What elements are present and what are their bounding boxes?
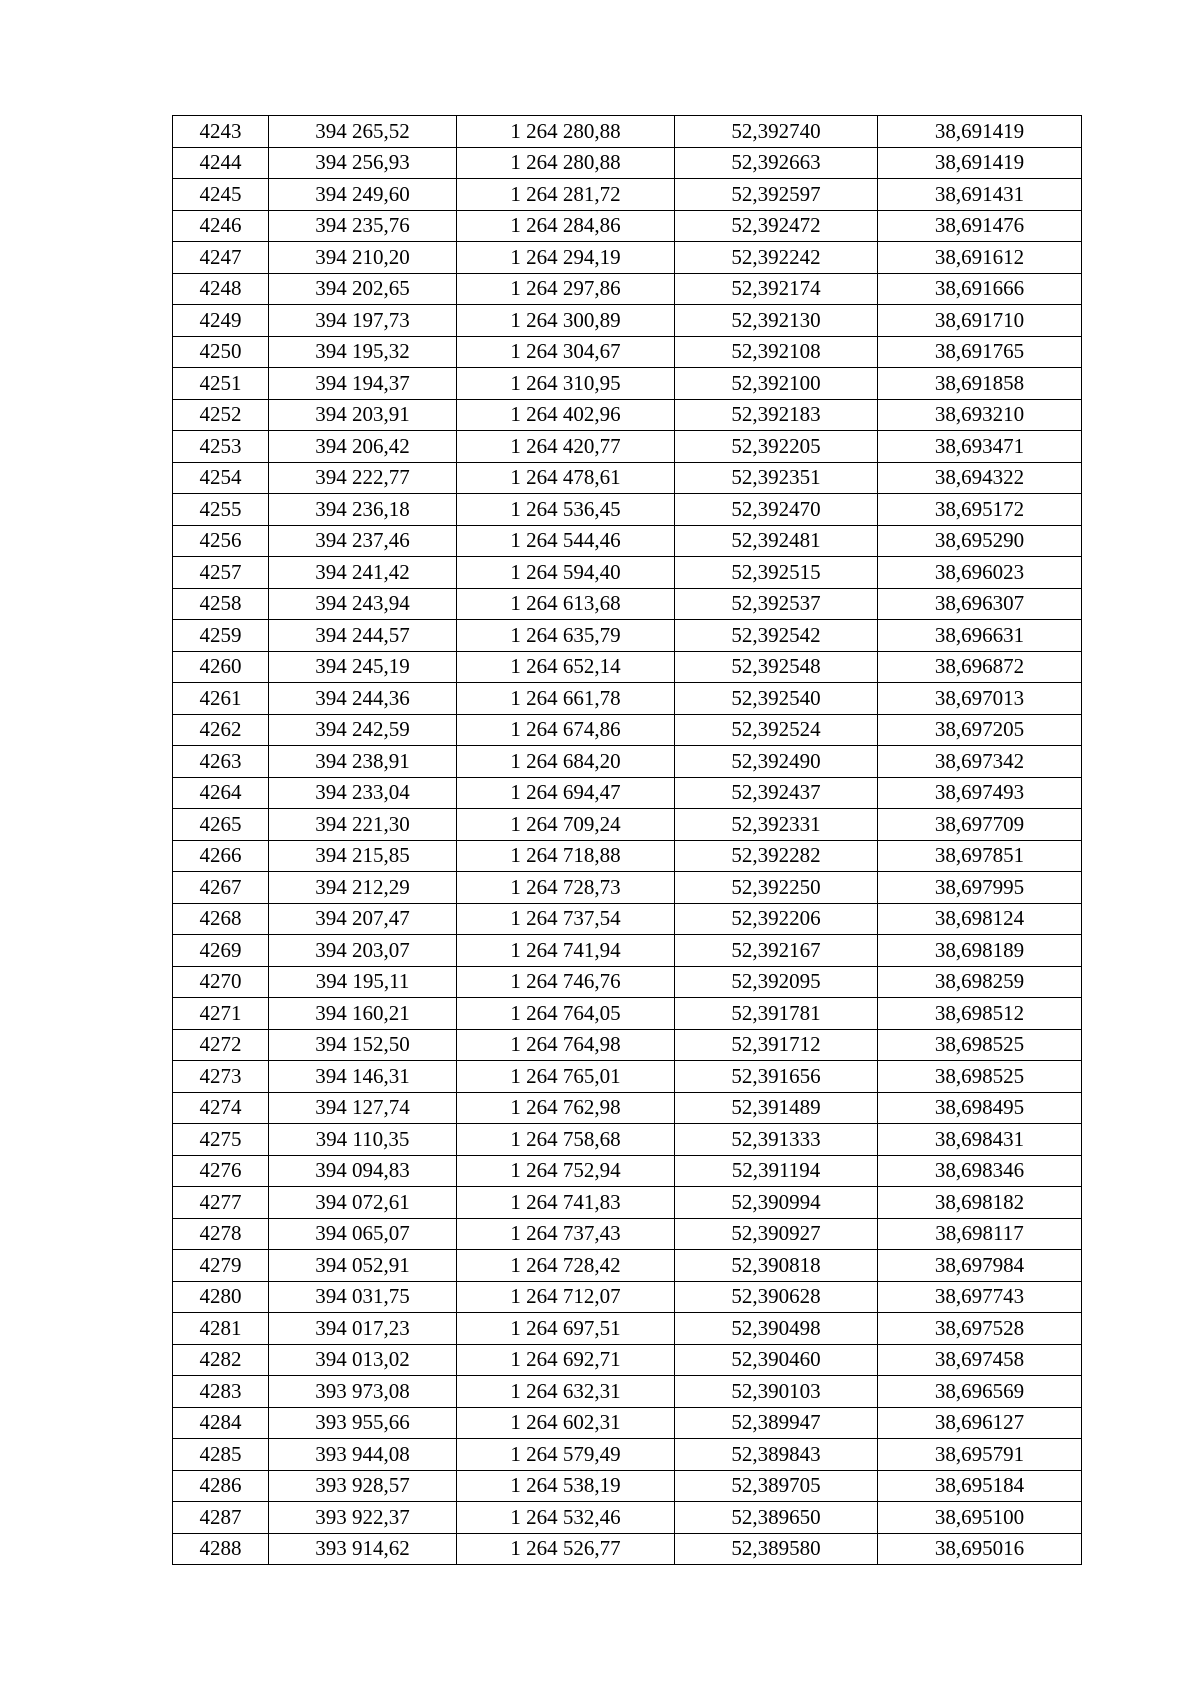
y-coordinate-cell: 1 264 544,46: [457, 525, 675, 557]
point-number-cell: 4254: [173, 462, 269, 494]
longitude-cell: 38,698525: [878, 1061, 1082, 1093]
point-number-cell: 4253: [173, 431, 269, 463]
y-coordinate-cell: 1 264 613,68: [457, 588, 675, 620]
table-row: [173, 1376, 1082, 1408]
x-coordinate-cell: 394 233,04: [269, 777, 457, 809]
y-coordinate-cell: 1 264 536,45: [457, 494, 675, 526]
latitude-cell: 52,391712: [675, 1029, 878, 1061]
longitude-cell: 38,698117: [878, 1218, 1082, 1250]
table-row: [173, 620, 1082, 652]
latitude-cell: 52,391333: [675, 1124, 878, 1156]
x-coordinate-cell: 394 072,61: [269, 1187, 457, 1219]
table-row: [173, 1124, 1082, 1156]
y-coordinate-cell: 1 264 284,86: [457, 210, 675, 242]
table-row: [173, 242, 1082, 274]
point-number-cell: 4288: [173, 1533, 269, 1565]
y-coordinate-cell: 1 264 602,31: [457, 1407, 675, 1439]
longitude-cell: 38,696307: [878, 588, 1082, 620]
table-row: [173, 116, 1082, 148]
point-number-cell: 4269: [173, 935, 269, 967]
y-coordinate-cell: 1 264 684,20: [457, 746, 675, 778]
longitude-cell: 38,697851: [878, 840, 1082, 872]
latitude-cell: 52,392470: [675, 494, 878, 526]
point-number-cell: 4272: [173, 1029, 269, 1061]
y-coordinate-cell: 1 264 652,14: [457, 651, 675, 683]
point-number-cell: 4280: [173, 1281, 269, 1313]
longitude-cell: 38,697984: [878, 1250, 1082, 1282]
y-coordinate-cell: 1 264 758,68: [457, 1124, 675, 1156]
y-coordinate-cell: 1 264 712,07: [457, 1281, 675, 1313]
latitude-cell: 52,391781: [675, 998, 878, 1030]
table-row: [173, 588, 1082, 620]
x-coordinate-cell: 394 243,94: [269, 588, 457, 620]
y-coordinate-cell: 1 264 692,71: [457, 1344, 675, 1376]
table-row: [173, 998, 1082, 1030]
x-coordinate-cell: 394 236,18: [269, 494, 457, 526]
latitude-cell: 52,392437: [675, 777, 878, 809]
x-coordinate-cell: 393 944,08: [269, 1439, 457, 1471]
y-coordinate-cell: 1 264 310,95: [457, 368, 675, 400]
point-number-cell: 4261: [173, 683, 269, 715]
x-coordinate-cell: 394 210,20: [269, 242, 457, 274]
point-number-cell: 4251: [173, 368, 269, 400]
longitude-cell: 38,697013: [878, 683, 1082, 715]
latitude-cell: 52,392100: [675, 368, 878, 400]
table-row: [173, 525, 1082, 557]
longitude-cell: 38,697458: [878, 1344, 1082, 1376]
y-coordinate-cell: 1 264 594,40: [457, 557, 675, 589]
x-coordinate-cell: 394 235,76: [269, 210, 457, 242]
y-coordinate-cell: 1 264 280,88: [457, 147, 675, 179]
coordinates-table: [172, 115, 1082, 1565]
latitude-cell: 52,390498: [675, 1313, 878, 1345]
y-coordinate-cell: 1 264 632,31: [457, 1376, 675, 1408]
point-number-cell: 4263: [173, 746, 269, 778]
latitude-cell: 52,392205: [675, 431, 878, 463]
x-coordinate-cell: 394 127,74: [269, 1092, 457, 1124]
y-coordinate-cell: 1 264 737,43: [457, 1218, 675, 1250]
latitude-cell: 52,392548: [675, 651, 878, 683]
longitude-cell: 38,697205: [878, 714, 1082, 746]
x-coordinate-cell: 394 222,77: [269, 462, 457, 494]
point-number-cell: 4257: [173, 557, 269, 589]
table-row: [173, 714, 1082, 746]
longitude-cell: 38,691419: [878, 116, 1082, 148]
latitude-cell: 52,390994: [675, 1187, 878, 1219]
latitude-cell: 52,392540: [675, 683, 878, 715]
longitude-cell: 38,695290: [878, 525, 1082, 557]
latitude-cell: 52,392490: [675, 746, 878, 778]
table-row: [173, 431, 1082, 463]
point-number-cell: 4266: [173, 840, 269, 872]
x-coordinate-cell: 394 203,91: [269, 399, 457, 431]
latitude-cell: 52,392242: [675, 242, 878, 274]
table-row: [173, 1533, 1082, 1565]
latitude-cell: 52,391194: [675, 1155, 878, 1187]
x-coordinate-cell: 394 265,52: [269, 116, 457, 148]
y-coordinate-cell: 1 264 526,77: [457, 1533, 675, 1565]
x-coordinate-cell: 394 017,23: [269, 1313, 457, 1345]
y-coordinate-cell: 1 264 280,88: [457, 116, 675, 148]
longitude-cell: 38,691612: [878, 242, 1082, 274]
point-number-cell: 4273: [173, 1061, 269, 1093]
point-number-cell: 4284: [173, 1407, 269, 1439]
table-row: [173, 1281, 1082, 1313]
latitude-cell: 52,390818: [675, 1250, 878, 1282]
y-coordinate-cell: 1 264 294,19: [457, 242, 675, 274]
latitude-cell: 52,392351: [675, 462, 878, 494]
y-coordinate-cell: 1 264 635,79: [457, 620, 675, 652]
longitude-cell: 38,691765: [878, 336, 1082, 368]
longitude-cell: 38,696127: [878, 1407, 1082, 1439]
x-coordinate-cell: 394 013,02: [269, 1344, 457, 1376]
latitude-cell: 52,392183: [675, 399, 878, 431]
point-number-cell: 4262: [173, 714, 269, 746]
table-row: [173, 651, 1082, 683]
table-row: [173, 777, 1082, 809]
x-coordinate-cell: 394 197,73: [269, 305, 457, 337]
table-row: [173, 1344, 1082, 1376]
y-coordinate-cell: 1 264 741,83: [457, 1187, 675, 1219]
table-row: [173, 210, 1082, 242]
latitude-cell: 52,389580: [675, 1533, 878, 1565]
longitude-cell: 38,696569: [878, 1376, 1082, 1408]
latitude-cell: 52,392095: [675, 966, 878, 998]
table-row: [173, 1407, 1082, 1439]
x-coordinate-cell: 394 146,31: [269, 1061, 457, 1093]
x-coordinate-cell: 394 065,07: [269, 1218, 457, 1250]
x-coordinate-cell: 394 242,59: [269, 714, 457, 746]
y-coordinate-cell: 1 264 304,67: [457, 336, 675, 368]
longitude-cell: 38,691419: [878, 147, 1082, 179]
longitude-cell: 38,691666: [878, 273, 1082, 305]
longitude-cell: 38,698182: [878, 1187, 1082, 1219]
table-row: [173, 1155, 1082, 1187]
table-row: [173, 462, 1082, 494]
longitude-cell: 38,695184: [878, 1470, 1082, 1502]
x-coordinate-cell: 394 195,32: [269, 336, 457, 368]
table-row: [173, 746, 1082, 778]
x-coordinate-cell: 394 152,50: [269, 1029, 457, 1061]
y-coordinate-cell: 1 264 674,86: [457, 714, 675, 746]
table-row: [173, 903, 1082, 935]
latitude-cell: 52,392542: [675, 620, 878, 652]
x-coordinate-cell: 394 238,91: [269, 746, 457, 778]
table-row: [173, 1439, 1082, 1471]
point-number-cell: 4250: [173, 336, 269, 368]
longitude-cell: 38,697743: [878, 1281, 1082, 1313]
x-coordinate-cell: 394 241,42: [269, 557, 457, 589]
longitude-cell: 38,693210: [878, 399, 1082, 431]
latitude-cell: 52,392130: [675, 305, 878, 337]
x-coordinate-cell: 394 195,11: [269, 966, 457, 998]
point-number-cell: 4260: [173, 651, 269, 683]
point-number-cell: 4286: [173, 1470, 269, 1502]
table-row: [173, 179, 1082, 211]
x-coordinate-cell: 394 256,93: [269, 147, 457, 179]
point-number-cell: 4279: [173, 1250, 269, 1282]
table-row: [173, 1470, 1082, 1502]
longitude-cell: 38,695791: [878, 1439, 1082, 1471]
latitude-cell: 52,392472: [675, 210, 878, 242]
y-coordinate-cell: 1 264 478,61: [457, 462, 675, 494]
latitude-cell: 52,392524: [675, 714, 878, 746]
point-number-cell: 4271: [173, 998, 269, 1030]
x-coordinate-cell: 394 110,35: [269, 1124, 457, 1156]
point-number-cell: 4282: [173, 1344, 269, 1376]
point-number-cell: 4276: [173, 1155, 269, 1187]
longitude-cell: 38,694322: [878, 462, 1082, 494]
table-row: [173, 494, 1082, 526]
x-coordinate-cell: 393 928,57: [269, 1470, 457, 1502]
latitude-cell: 52,392597: [675, 179, 878, 211]
point-number-cell: 4255: [173, 494, 269, 526]
point-number-cell: 4249: [173, 305, 269, 337]
x-coordinate-cell: 394 237,46: [269, 525, 457, 557]
latitude-cell: 52,392174: [675, 273, 878, 305]
y-coordinate-cell: 1 264 728,42: [457, 1250, 675, 1282]
table-row: [173, 399, 1082, 431]
longitude-cell: 38,698189: [878, 935, 1082, 967]
table-row: [173, 147, 1082, 179]
longitude-cell: 38,698346: [878, 1155, 1082, 1187]
longitude-cell: 38,697709: [878, 809, 1082, 841]
y-coordinate-cell: 1 264 538,19: [457, 1470, 675, 1502]
table-row: [173, 1061, 1082, 1093]
y-coordinate-cell: 1 264 300,89: [457, 305, 675, 337]
latitude-cell: 52,390460: [675, 1344, 878, 1376]
x-coordinate-cell: 394 245,19: [269, 651, 457, 683]
table-row: [173, 683, 1082, 715]
y-coordinate-cell: 1 264 764,05: [457, 998, 675, 1030]
longitude-cell: 38,696872: [878, 651, 1082, 683]
point-number-cell: 4275: [173, 1124, 269, 1156]
table-row: [173, 305, 1082, 337]
longitude-cell: 38,698431: [878, 1124, 1082, 1156]
latitude-cell: 52,392515: [675, 557, 878, 589]
x-coordinate-cell: 393 973,08: [269, 1376, 457, 1408]
point-number-cell: 4281: [173, 1313, 269, 1345]
latitude-cell: 52,390628: [675, 1281, 878, 1313]
point-number-cell: 4244: [173, 147, 269, 179]
longitude-cell: 38,695100: [878, 1502, 1082, 1534]
table-row: [173, 966, 1082, 998]
point-number-cell: 4245: [173, 179, 269, 211]
x-coordinate-cell: 393 955,66: [269, 1407, 457, 1439]
y-coordinate-cell: 1 264 764,98: [457, 1029, 675, 1061]
x-coordinate-cell: 394 202,65: [269, 273, 457, 305]
latitude-cell: 52,392206: [675, 903, 878, 935]
longitude-cell: 38,695172: [878, 494, 1082, 526]
longitude-cell: 38,698512: [878, 998, 1082, 1030]
longitude-cell: 38,691710: [878, 305, 1082, 337]
y-coordinate-cell: 1 264 765,01: [457, 1061, 675, 1093]
point-number-cell: 4243: [173, 116, 269, 148]
longitude-cell: 38,693471: [878, 431, 1082, 463]
x-coordinate-cell: 394 206,42: [269, 431, 457, 463]
latitude-cell: 52,392108: [675, 336, 878, 368]
x-coordinate-cell: 394 094,83: [269, 1155, 457, 1187]
point-number-cell: 4268: [173, 903, 269, 935]
x-coordinate-cell: 394 203,07: [269, 935, 457, 967]
point-number-cell: 4256: [173, 525, 269, 557]
latitude-cell: 52,389843: [675, 1439, 878, 1471]
point-number-cell: 4246: [173, 210, 269, 242]
x-coordinate-cell: 394 031,75: [269, 1281, 457, 1313]
y-coordinate-cell: 1 264 728,73: [457, 872, 675, 904]
y-coordinate-cell: 1 264 281,72: [457, 179, 675, 211]
table-row: [173, 1218, 1082, 1250]
longitude-cell: 38,696631: [878, 620, 1082, 652]
x-coordinate-cell: 394 212,29: [269, 872, 457, 904]
point-number-cell: 4285: [173, 1439, 269, 1471]
latitude-cell: 52,392167: [675, 935, 878, 967]
longitude-cell: 38,698495: [878, 1092, 1082, 1124]
y-coordinate-cell: 1 264 579,49: [457, 1439, 675, 1471]
coordinates-table-body: [173, 116, 1082, 1565]
table-row: [173, 1313, 1082, 1345]
x-coordinate-cell: 394 244,57: [269, 620, 457, 652]
x-coordinate-cell: 394 207,47: [269, 903, 457, 935]
x-coordinate-cell: 394 160,21: [269, 998, 457, 1030]
latitude-cell: 52,392663: [675, 147, 878, 179]
point-number-cell: 4264: [173, 777, 269, 809]
table-row: [173, 368, 1082, 400]
point-number-cell: 4267: [173, 872, 269, 904]
y-coordinate-cell: 1 264 762,98: [457, 1092, 675, 1124]
point-number-cell: 4247: [173, 242, 269, 274]
x-coordinate-cell: 394 215,85: [269, 840, 457, 872]
latitude-cell: 52,391489: [675, 1092, 878, 1124]
point-number-cell: 4274: [173, 1092, 269, 1124]
latitude-cell: 52,391656: [675, 1061, 878, 1093]
table-row: [173, 1187, 1082, 1219]
point-number-cell: 4283: [173, 1376, 269, 1408]
x-coordinate-cell: 393 914,62: [269, 1533, 457, 1565]
point-number-cell: 4287: [173, 1502, 269, 1534]
latitude-cell: 52,392282: [675, 840, 878, 872]
longitude-cell: 38,698259: [878, 966, 1082, 998]
y-coordinate-cell: 1 264 532,46: [457, 1502, 675, 1534]
latitude-cell: 52,390103: [675, 1376, 878, 1408]
longitude-cell: 38,697528: [878, 1313, 1082, 1345]
y-coordinate-cell: 1 264 661,78: [457, 683, 675, 715]
y-coordinate-cell: 1 264 709,24: [457, 809, 675, 841]
latitude-cell: 52,392481: [675, 525, 878, 557]
latitude-cell: 52,392250: [675, 872, 878, 904]
latitude-cell: 52,390927: [675, 1218, 878, 1250]
latitude-cell: 52,392740: [675, 116, 878, 148]
latitude-cell: 52,389705: [675, 1470, 878, 1502]
table-row: [173, 1092, 1082, 1124]
x-coordinate-cell: 394 221,30: [269, 809, 457, 841]
longitude-cell: 38,697493: [878, 777, 1082, 809]
point-number-cell: 4252: [173, 399, 269, 431]
table-row: [173, 935, 1082, 967]
longitude-cell: 38,691476: [878, 210, 1082, 242]
point-number-cell: 4248: [173, 273, 269, 305]
latitude-cell: 52,392537: [675, 588, 878, 620]
table-row: [173, 336, 1082, 368]
y-coordinate-cell: 1 264 737,54: [457, 903, 675, 935]
table-row: [173, 1502, 1082, 1534]
point-number-cell: 4259: [173, 620, 269, 652]
table-row: [173, 1250, 1082, 1282]
longitude-cell: 38,697342: [878, 746, 1082, 778]
y-coordinate-cell: 1 264 718,88: [457, 840, 675, 872]
x-coordinate-cell: 394 194,37: [269, 368, 457, 400]
y-coordinate-cell: 1 264 741,94: [457, 935, 675, 967]
y-coordinate-cell: 1 264 746,76: [457, 966, 675, 998]
x-coordinate-cell: 394 244,36: [269, 683, 457, 715]
longitude-cell: 38,691858: [878, 368, 1082, 400]
table-row: [173, 872, 1082, 904]
table-row: [173, 1029, 1082, 1061]
table-row: [173, 273, 1082, 305]
y-coordinate-cell: 1 264 694,47: [457, 777, 675, 809]
x-coordinate-cell: 394 052,91: [269, 1250, 457, 1282]
longitude-cell: 38,698124: [878, 903, 1082, 935]
point-number-cell: 4277: [173, 1187, 269, 1219]
table-row: [173, 840, 1082, 872]
x-coordinate-cell: 394 249,60: [269, 179, 457, 211]
latitude-cell: 52,389947: [675, 1407, 878, 1439]
longitude-cell: 38,696023: [878, 557, 1082, 589]
point-number-cell: 4258: [173, 588, 269, 620]
longitude-cell: 38,697995: [878, 872, 1082, 904]
table-row: [173, 809, 1082, 841]
point-number-cell: 4265: [173, 809, 269, 841]
x-coordinate-cell: 393 922,37: [269, 1502, 457, 1534]
longitude-cell: 38,698525: [878, 1029, 1082, 1061]
latitude-cell: 52,392331: [675, 809, 878, 841]
y-coordinate-cell: 1 264 420,77: [457, 431, 675, 463]
table-row: [173, 557, 1082, 589]
longitude-cell: 38,691431: [878, 179, 1082, 211]
longitude-cell: 38,695016: [878, 1533, 1082, 1565]
y-coordinate-cell: 1 264 752,94: [457, 1155, 675, 1187]
y-coordinate-cell: 1 264 697,51: [457, 1313, 675, 1345]
latitude-cell: 52,389650: [675, 1502, 878, 1534]
y-coordinate-cell: 1 264 297,86: [457, 273, 675, 305]
y-coordinate-cell: 1 264 402,96: [457, 399, 675, 431]
point-number-cell: 4278: [173, 1218, 269, 1250]
point-number-cell: 4270: [173, 966, 269, 998]
